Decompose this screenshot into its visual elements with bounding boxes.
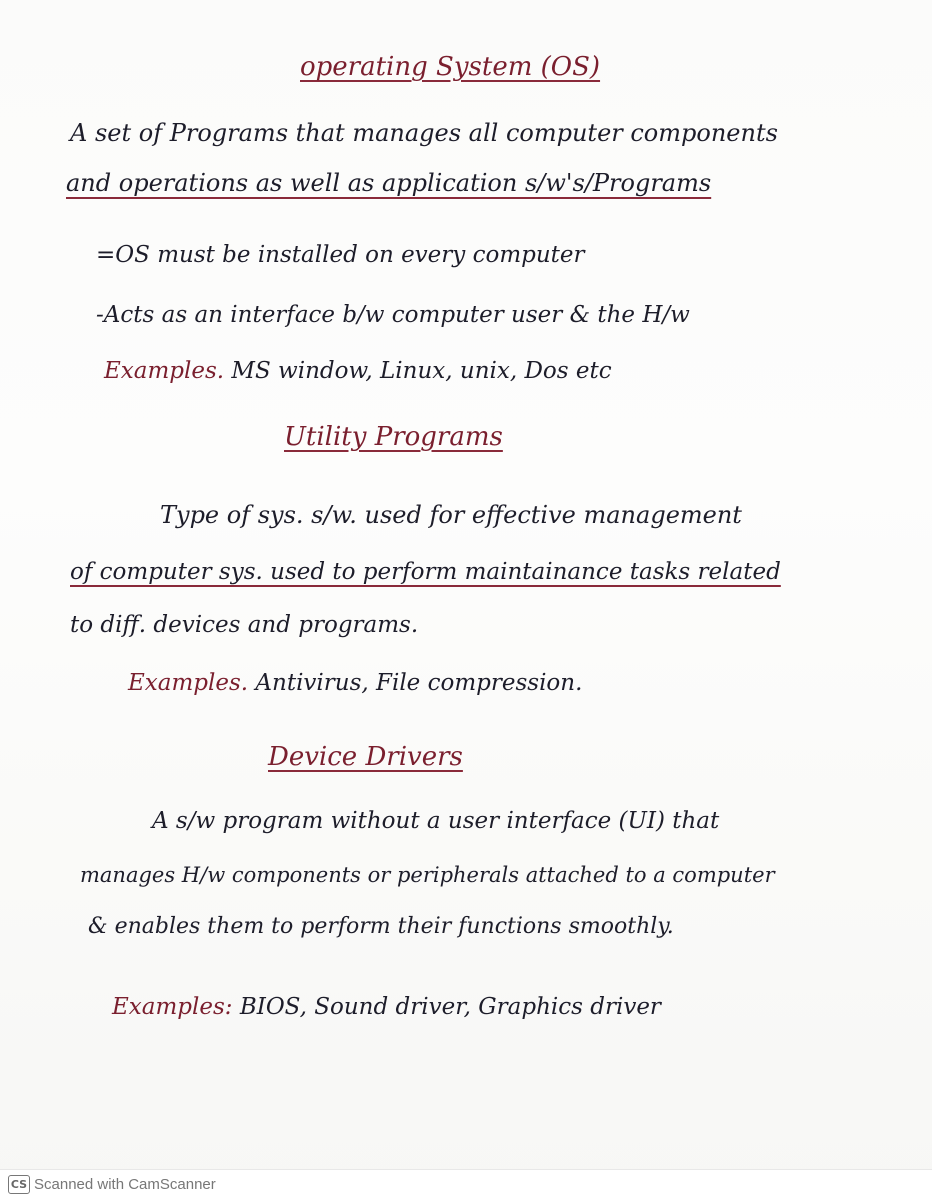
os-definition-line-1: A set of Programs that manages all computer components xyxy=(70,119,778,147)
utility-line-2: of computer sys. used to perform maintainance tasks related xyxy=(70,559,781,585)
drivers-line-2: manages H/w components or peripherals attached to a computer xyxy=(80,863,775,887)
camscanner-logo-icon: CS xyxy=(8,1175,30,1194)
os-examples-label: Examples. xyxy=(104,358,225,384)
drivers-line-3: & enables them to perform their functions smoothly. xyxy=(88,914,674,939)
scanner-watermark-text: Scanned with CamScanner xyxy=(34,1176,216,1193)
scanner-footer xyxy=(0,1169,932,1200)
os-definition-line-2: and operations as well as application s/w's/Programs xyxy=(66,169,712,197)
drivers-heading: Device Drivers xyxy=(268,742,463,772)
os-bullet-1: =OS must be installed on every computer xyxy=(96,242,585,268)
utility-heading: Utility Programs xyxy=(284,422,503,452)
os-examples-text: MS window, Linux, unix, Dos etc xyxy=(231,358,612,384)
os-heading: operating System (OS) xyxy=(300,52,601,82)
drivers-examples-label: Examples: xyxy=(112,994,233,1020)
utility-examples-label: Examples. xyxy=(128,670,249,696)
drivers-examples xyxy=(112,992,661,1022)
drivers-line-1: A s/w program without a user interface (UI) that xyxy=(152,808,720,834)
drivers-examples-text: BIOS, Sound driver, Graphics driver xyxy=(239,994,661,1020)
utility-line-3: to diff. devices and programs. xyxy=(70,612,419,638)
utility-examples xyxy=(128,668,582,698)
utility-examples-text: Antivirus, File compression. xyxy=(255,670,583,696)
os-bullet-2: -Acts as an interface b/w computer user & the H/w xyxy=(96,302,690,328)
utility-line-1: Type of sys. s/w. used for effective management xyxy=(160,501,742,529)
os-examples xyxy=(104,356,612,386)
